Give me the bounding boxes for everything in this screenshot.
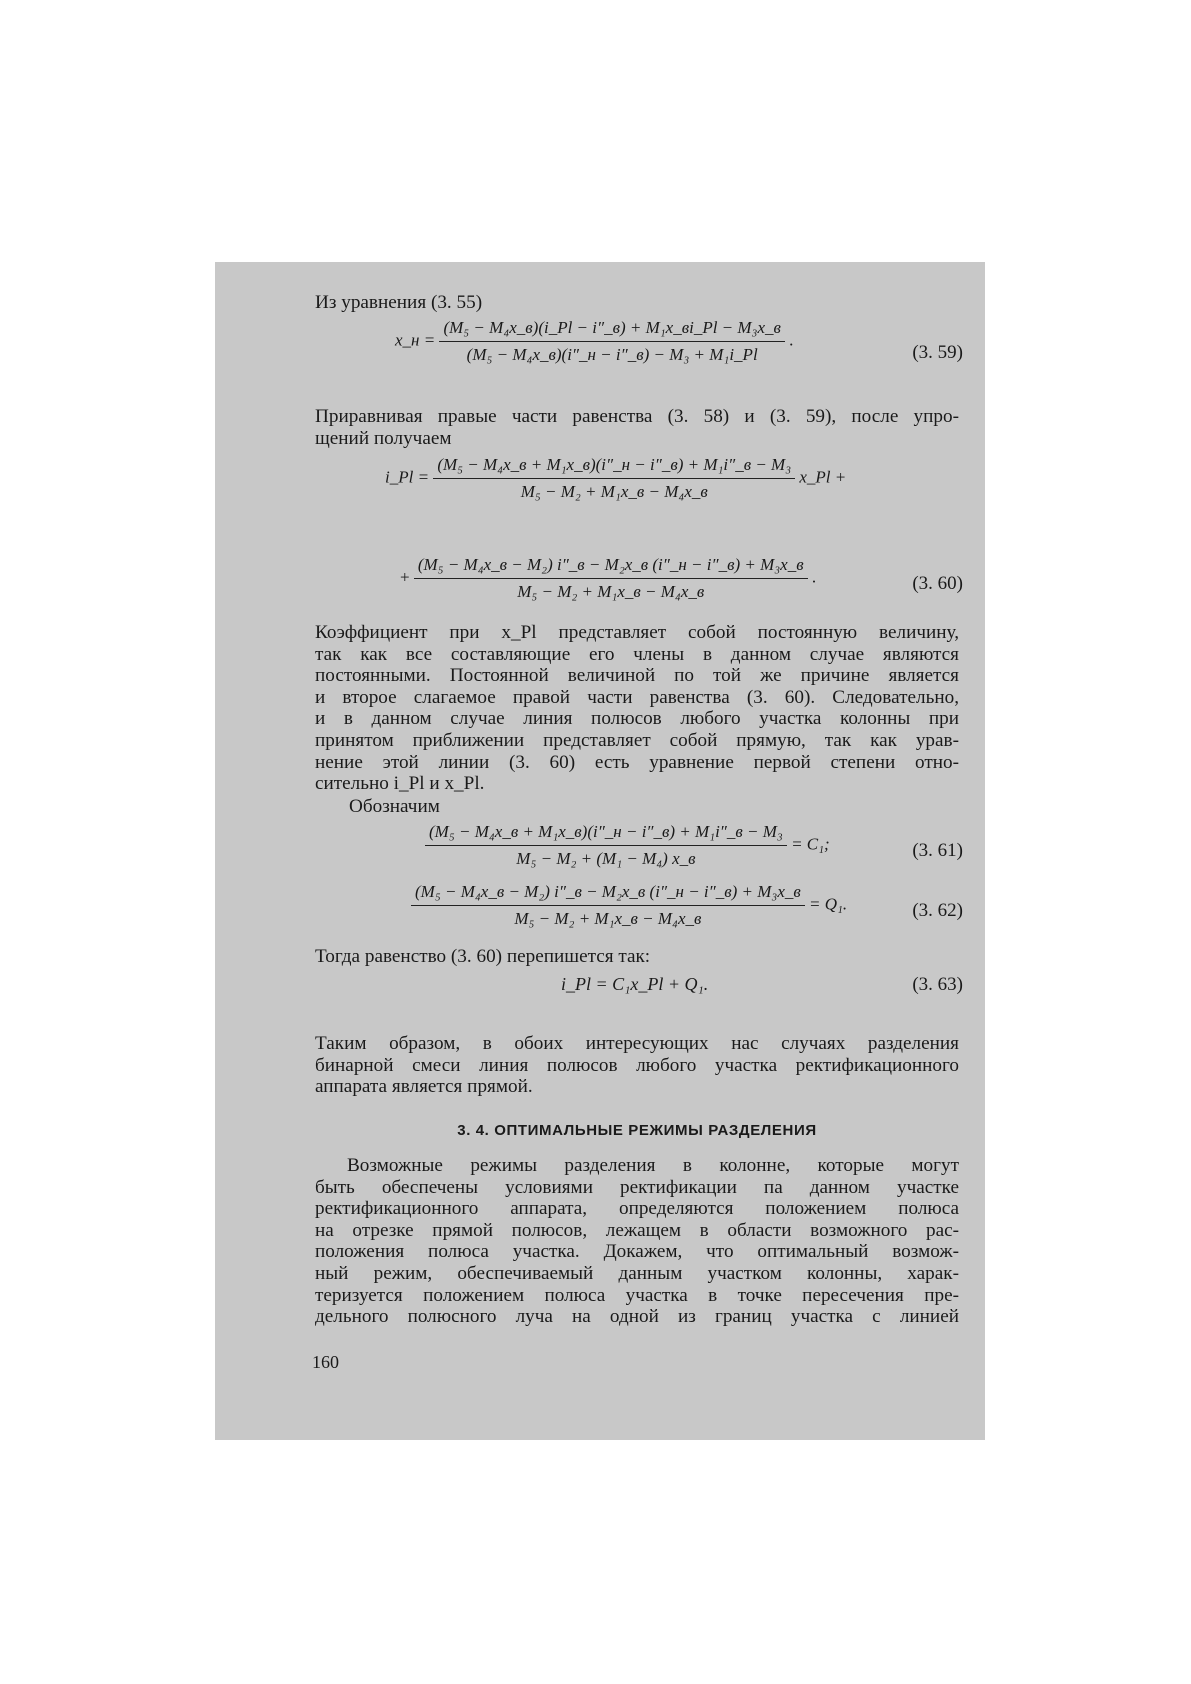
section-heading: 3. 4. ОПТИМАЛЬНЫЕ РЕЖИМЫ РАЗДЕЛЕНИЯ — [457, 1122, 817, 1139]
eq-3-62-fraction — [411, 882, 805, 929]
eq-3-60-numerator-1: (M₅ − M₄x_в + M₁x_в)(i″_н − i″_в) + M₁i″_в − M₃ — [433, 455, 795, 479]
equation-3-62 — [411, 882, 847, 929]
eq-3-60-mid: x_Pl + — [799, 467, 847, 487]
eq-3-63-number: (3. 63) — [912, 974, 963, 995]
eq-3-60-number: (3. 60) — [912, 573, 963, 594]
equation-3-63 — [561, 974, 708, 995]
eq-3-61-fraction — [425, 822, 787, 869]
equation-3-60-line2: + $\frac{\text{(M₅ − M₄x\_в − M₂) i″\_в − M₂x\_в (i″\_н − i″\_в) + M₃x\_в}}{\text{M₅ − M₂ + M₁x\_в − M₄x\_в}}$ . — [400, 555, 817, 601]
paragraph-coefficient: Коэффициент при x_Pl представляет собой постоянную величину, так как все составляющие его члены в данном случае являются постоянными. Постоянной величиной по той же причине является и второе слагаемое правой части равенства (3. 60). Следовательно, и в данном случае линия полюсов любого участка колонны при принятом приближении представляет собой прямую, так как урав- нение этой линии (3. 60) есть уравнение первой степени отно- сительно i_Pl и x_Pl. — [315, 622, 959, 795]
equation-3-60-line1 — [385, 455, 846, 502]
eq-3-62-denominator: M₅ − M₂ + M₁x_в − M₄x_в — [514, 909, 702, 928]
equation-3-59: x_н = $\frac{\text{(M₅ − M₄x\_в)(i\_Pl − i″\_в) + M₁x\_вi\_Pl − M₃x\_в}}{\text{(M₅ − M₄x\_в)(i″\_н − i″\_в) − M₃ + M₁i\_Pl}}$ . — [395, 318, 794, 364]
eq-3-59-lhs: x_н = — [395, 330, 436, 350]
eq-3-61-rhs: = C₁; — [791, 834, 830, 854]
eq-3-62-number: (3. 62) — [912, 900, 963, 921]
eq-3-60-fraction-2 — [414, 555, 808, 602]
then-line: Тогда равенство (3. 60) перепишется так: — [315, 946, 651, 967]
eq-3-61-denominator: M₅ − M₂ + (M₁ − M₄) x_в — [516, 849, 696, 868]
eq-3-60-denominator-2: M₅ − M₂ + M₁x_в − M₄x_в — [517, 582, 705, 601]
intro-line: Из уравнения (3. 55) — [315, 292, 483, 313]
eq-3-60-denominator-1: M₅ − M₂ + M₁x_в − M₄x_в — [520, 482, 708, 501]
eq-3-60-lhs: i_Pl = — [385, 467, 430, 487]
denote-line: Обозначим — [349, 796, 440, 817]
paragraph-equate: Приравнивая правые части равенства (3. 58) и (3. 59), после упро- щений получаем — [315, 406, 959, 449]
eq-3-59-number: (3. 59) — [912, 342, 963, 363]
paragraph-modes: Возможные режимы разделения в колонне, которые могут быть обеспечены условиями ректификации па данном участке ректификационного аппарата, определяются положением полюса на отрезке прямой полюсов, лежащем в области возможного рас- положения полюса участка. Докажем, что оптимальный возмож- ный режим, обеспечиваемый данным участком колонны, харак- теризуется положением полюса участка в точке пересечения пре- дельного полюсного луча на одной из границ участка с линией — [315, 1155, 959, 1328]
eq-3-59-fraction — [439, 318, 784, 365]
eq-3-61-number: (3. 61) — [912, 840, 963, 861]
equation-3-61 — [425, 822, 830, 869]
page-number: 160 — [312, 1352, 339, 1372]
eq-3-60-numerator-2: (M₅ − M₄x_в − M₂) i″_в − M₂x_в (i″_н − i″_в) + M₃x_в — [414, 555, 808, 579]
eq-3-59-denominator: (M₅ − M₄x_в)(i″_н − i″_в) − M₃ + M₁i_Pl — [466, 345, 758, 364]
eq-3-60-fraction-1 — [433, 455, 795, 502]
eq-3-59-numerator: (M₅ − M₄x_в)(i_Pl − i″_в) + M₁x_вi_Pl − M₃x_в — [439, 318, 784, 342]
eq-3-62-rhs: = Q₁. — [809, 894, 848, 914]
eq-3-62-numerator: (M₅ − M₄x_в − M₂) i″_в − M₂x_в (i″_н − i″_в) + M₃x_в — [411, 882, 805, 906]
eq-3-61-numerator: (M₅ − M₄x_в + M₁x_в)(i″_н − i″_в) + M₁i″_в − M₃ — [425, 822, 787, 846]
scanned-page — [215, 262, 985, 1440]
paragraph-thus: Таким образом, в обоих интересующих нас случаях разделения бинарной смеси линия полюсов любого участка ректификационного аппарата является прямой. — [315, 1033, 959, 1098]
eq-3-63-expression: i_Pl = C₁x_Pl + Q₁. — [561, 974, 709, 994]
